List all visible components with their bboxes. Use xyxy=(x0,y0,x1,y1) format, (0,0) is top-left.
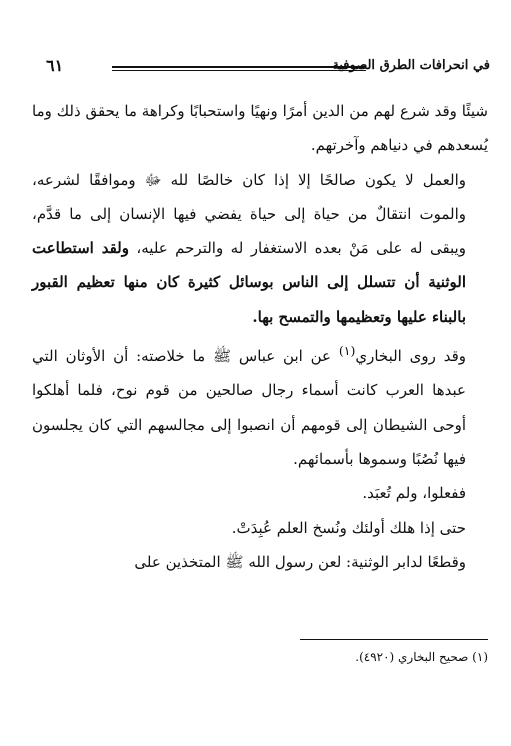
running-header xyxy=(34,58,490,84)
paragraph: ففعلوا، ولم تُعبَد. xyxy=(362,484,466,503)
footnote-marker: (١) xyxy=(338,343,356,359)
paragraph-text: عن ابن عباس ﷺ ما خلاصته: أن الأوثان التي عبدها العرب كانت أسماء رجال صالحين من قوم نوح، فلما أهلكوا أوحى الشيطان إلى قومهم أن انصبوا إلى مجالسهم التي كان يجلسون فيها نُصُبًا وسموها بأسمائهم. xyxy=(32,347,466,468)
paragraph-text: وقد روى البخاري xyxy=(355,347,466,366)
paragraph: وقطعًا لدابر الوثنية: لعن رسول الله ﷺ المتخذين على xyxy=(134,552,466,571)
header-rule xyxy=(112,66,366,71)
paragraph-bold-text: ولقد استطاعت الوثنية أن تتسلل إلى الناس بوسائل كثيرة كان منها تعظيم القبور بالبناء عليها وتعظيمها والتمسح بها. xyxy=(32,239,466,326)
footnote-rule xyxy=(300,639,488,640)
header-title: في انحرافات الطرق الصوفية xyxy=(332,58,490,73)
footnote: (١) صحيح البخاري (٤٩٢٠). xyxy=(355,650,488,664)
paragraph xyxy=(32,163,488,334)
paragraph xyxy=(32,334,488,476)
page-number: ٦١ xyxy=(46,56,64,75)
paragraph: حتى إذا هلك أولئك ونُسخ العلم عُبِدَتْ. xyxy=(231,518,466,537)
paragraph-text: والعمل لا يكون صالحًا إلا إذا كان خالصًا لله ﷻ وموافقًا لشرعه، والموت انتقالٌ من حياة إلى حياة يفضي فيها الإنسان إلى ما قدَّم، ويبقى له على مَنْ بعده الاستغفار له والترحم عليه، xyxy=(32,170,466,258)
paragraph: شيئًا وقد شرع لهم من الدين أمرًا ونهيًا واستحبابًا وكراهة ما يحقق ذلك وما يُسعدهم في دنياهم وآخرتهم. xyxy=(32,102,488,155)
body-text xyxy=(32,94,488,579)
